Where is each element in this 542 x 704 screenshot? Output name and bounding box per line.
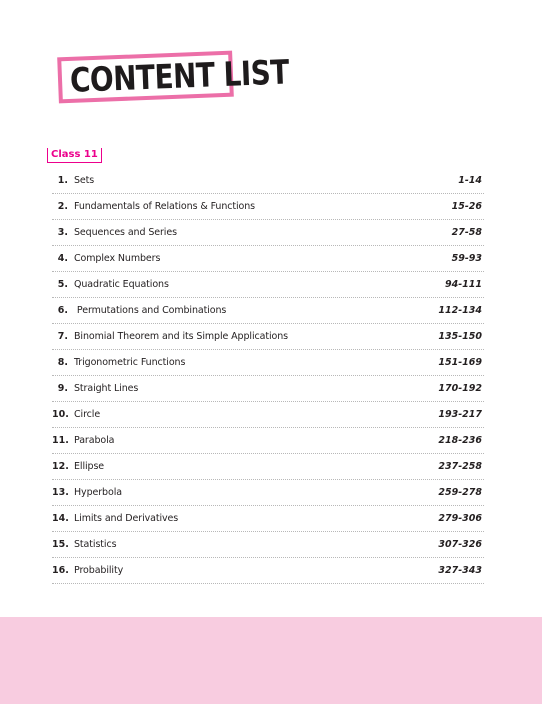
chapter-pages: 170-192 bbox=[438, 383, 482, 394]
chapter-title: Complex Numbers bbox=[74, 253, 161, 264]
list-item bbox=[52, 350, 484, 376]
list-item bbox=[52, 168, 484, 194]
list-item bbox=[52, 324, 484, 350]
list-item bbox=[52, 506, 484, 532]
chapter-number: 4. bbox=[57, 253, 68, 264]
chapter-title: Trigonometric Functions bbox=[74, 357, 186, 368]
section-label: Class 11 bbox=[47, 148, 102, 163]
chapter-number: 16. bbox=[52, 565, 69, 576]
list-item bbox=[52, 246, 484, 272]
chapter-title: Quadratic Equations bbox=[74, 279, 169, 290]
chapter-title: Limits and Derivatives bbox=[74, 513, 179, 524]
chapter-number: 3. bbox=[57, 227, 68, 238]
chapter-number: 1. bbox=[57, 175, 68, 186]
chapter-pages: 1-14 bbox=[458, 175, 482, 186]
chapter-title: Statistics bbox=[74, 539, 117, 550]
list-item bbox=[52, 480, 484, 506]
chapter-pages: 218-236 bbox=[438, 435, 482, 446]
chapter-title: Circle bbox=[74, 409, 101, 420]
chapter-title: Permutations and Combinations bbox=[74, 305, 227, 316]
chapter-number: 5. bbox=[57, 279, 68, 290]
chapter-number: 7. bbox=[57, 331, 68, 342]
chapter-pages: 59-93 bbox=[451, 253, 482, 264]
chapter-pages: 307-326 bbox=[438, 539, 482, 550]
list-item bbox=[52, 220, 484, 246]
chapter-number: 11. bbox=[52, 435, 69, 446]
chapter-number: 6. bbox=[57, 305, 68, 316]
chapter-pages: 279-306 bbox=[438, 513, 482, 524]
footer-band bbox=[0, 617, 542, 704]
list-item bbox=[52, 272, 484, 298]
chapter-number: 12. bbox=[52, 461, 69, 472]
chapter-pages: 135-150 bbox=[438, 331, 482, 342]
chapter-number: 10. bbox=[52, 409, 69, 420]
chapter-title: Hyperbola bbox=[74, 487, 122, 498]
list-item bbox=[52, 194, 484, 220]
chapter-title: Fundamentals of Relations & Functions bbox=[74, 201, 256, 212]
chapter-number: 8. bbox=[57, 357, 68, 368]
chapter-number: 9. bbox=[57, 383, 68, 394]
list-item bbox=[52, 532, 484, 558]
chapter-title: Sets bbox=[74, 175, 95, 186]
chapter-pages: 259-278 bbox=[438, 487, 482, 498]
chapter-pages: 27-58 bbox=[451, 227, 482, 238]
chapter-pages: 193-217 bbox=[438, 409, 482, 420]
list-item bbox=[52, 298, 484, 324]
chapter-title: Straight Lines bbox=[74, 383, 139, 394]
chapter-title: Parabola bbox=[74, 435, 115, 446]
list-item bbox=[52, 558, 484, 584]
chapter-pages: 151-169 bbox=[438, 357, 482, 368]
chapter-pages: 94-111 bbox=[445, 279, 482, 290]
chapter-number: 13. bbox=[52, 487, 69, 498]
list-item bbox=[52, 402, 484, 428]
chapter-pages: 327-343 bbox=[438, 565, 482, 576]
chapter-title: Probability bbox=[74, 565, 124, 576]
chapter-pages: 237-258 bbox=[438, 461, 482, 472]
contents-list bbox=[52, 168, 484, 584]
list-item bbox=[52, 376, 484, 402]
chapter-number: 14. bbox=[52, 513, 69, 524]
chapter-title: Binomial Theorem and its Simple Applications bbox=[74, 331, 288, 342]
chapter-number: 2. bbox=[57, 201, 68, 212]
list-item bbox=[52, 428, 484, 454]
chapter-pages: 15-26 bbox=[451, 201, 482, 212]
chapter-title: Sequences and Series bbox=[74, 227, 177, 238]
chapter-title: Ellipse bbox=[74, 461, 105, 472]
chapter-pages: 112-134 bbox=[438, 305, 482, 316]
list-item bbox=[52, 454, 484, 480]
page-title: CONTENT LIST bbox=[69, 53, 290, 101]
chapter-number: 15. bbox=[52, 539, 69, 550]
